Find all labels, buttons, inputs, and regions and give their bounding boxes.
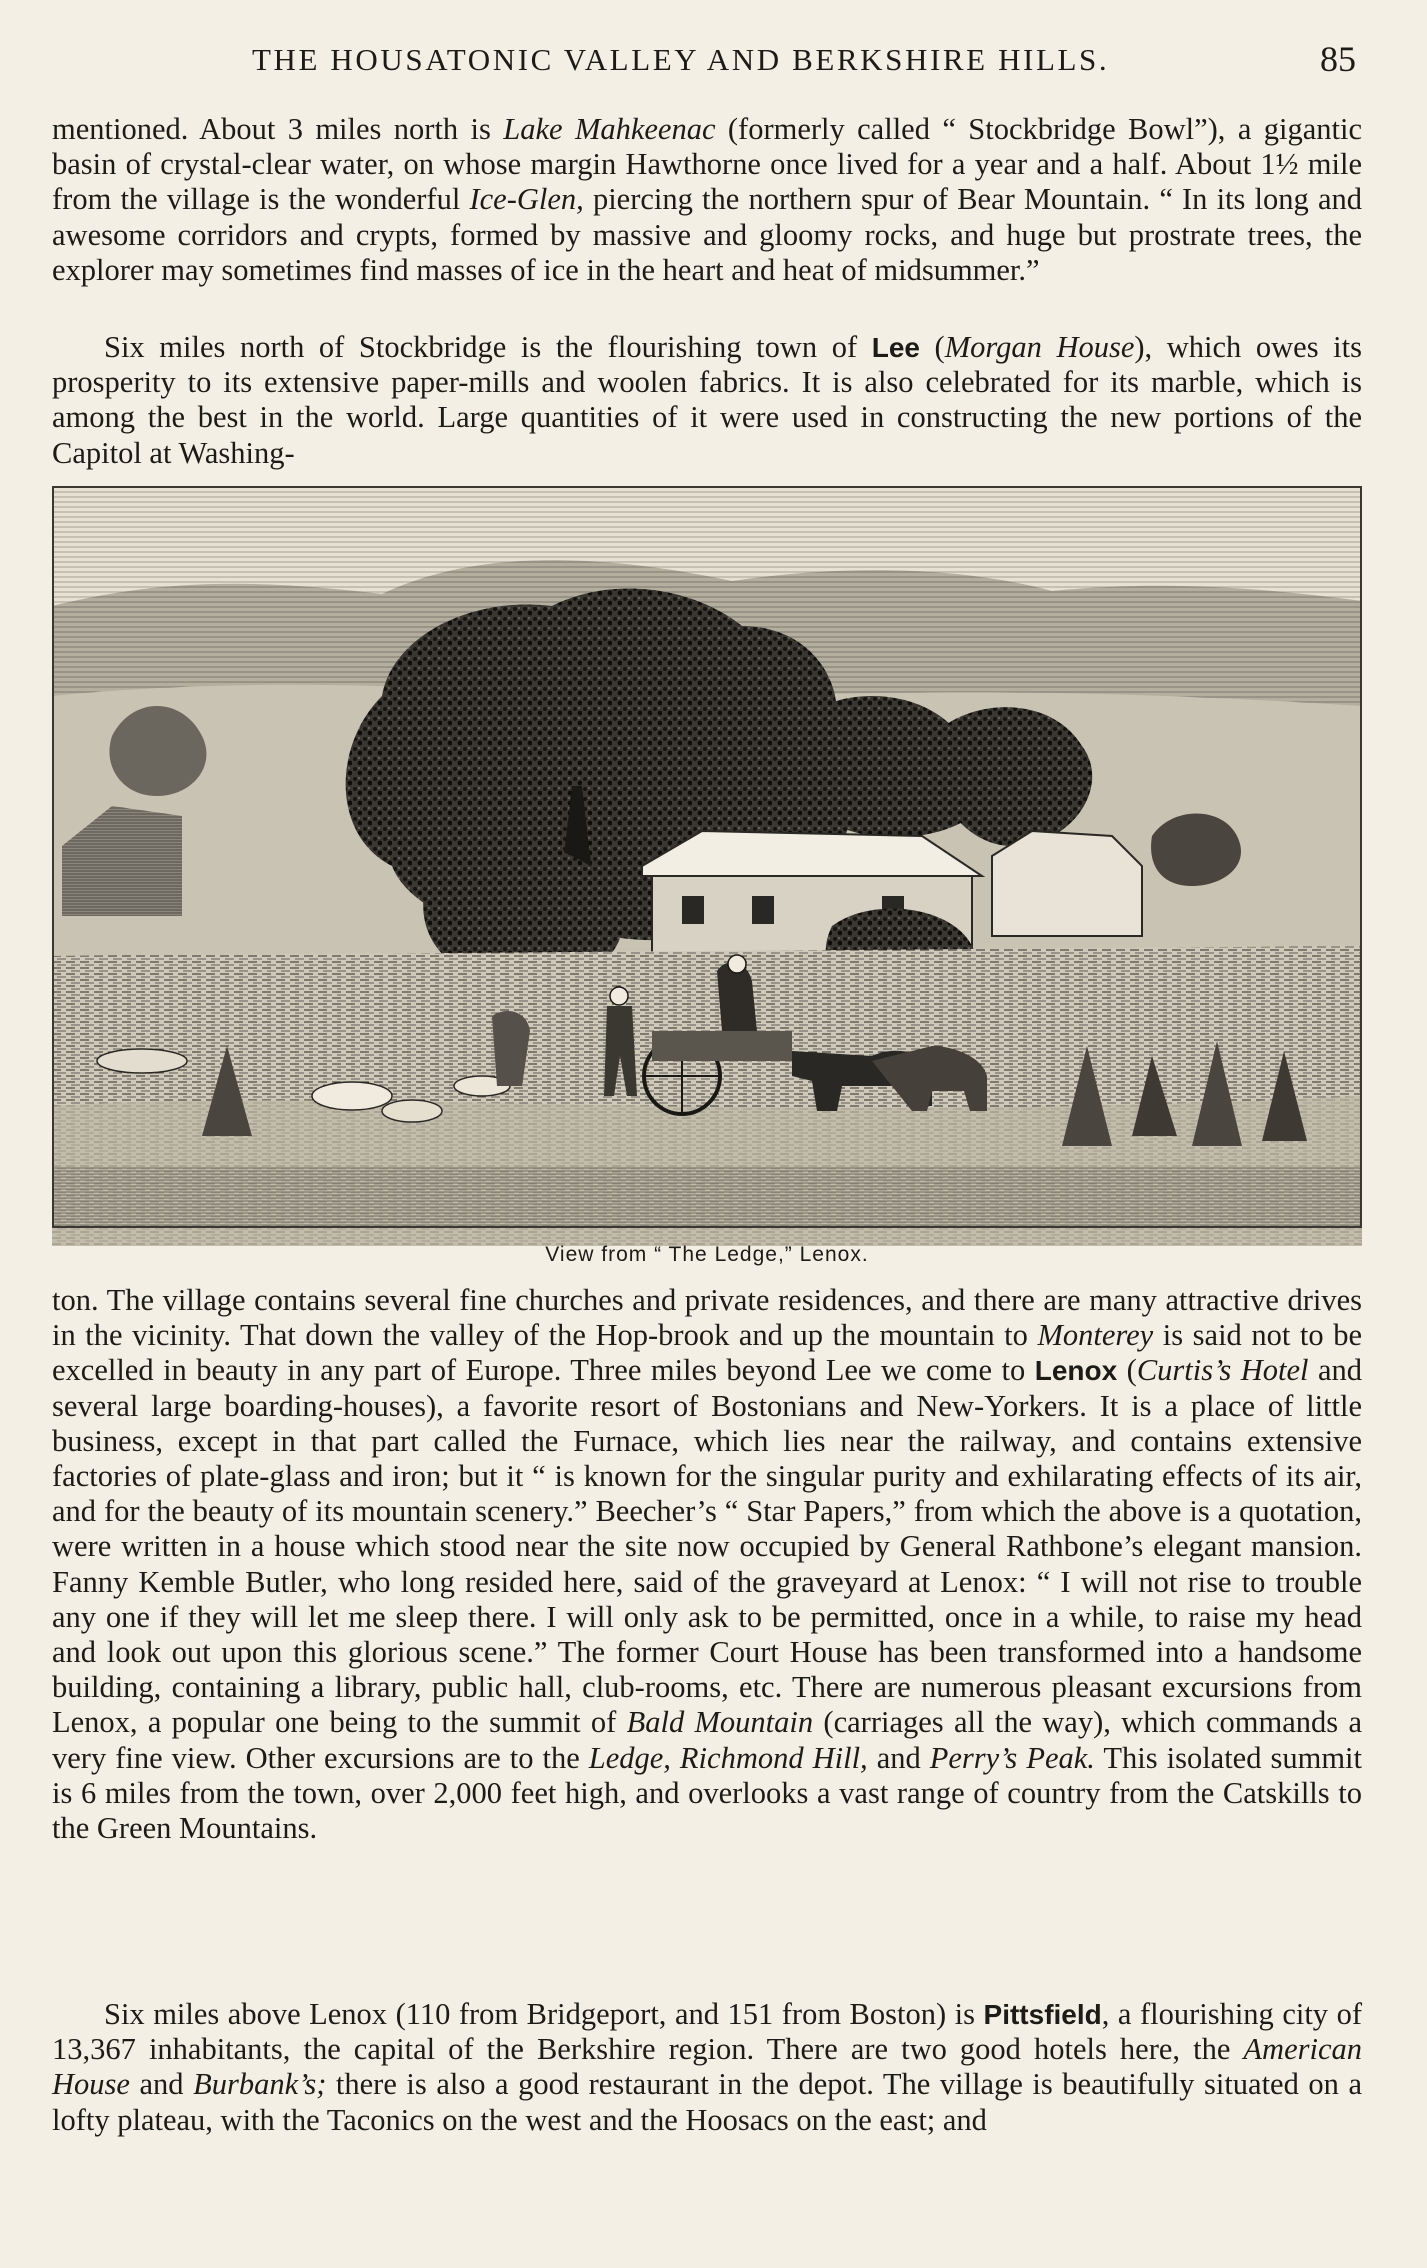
engraving-view-from-the-ledge (52, 486, 1362, 1246)
paragraph-lee: Six miles north of Stockbridge is the flourishing town of Lee (Morgan House), which owes its prosperity to its extensive paper-mills and woolen fabrics. It is also celebrated for its marble, which is among the best in the world. Large quantities of it were used in constructing the new portions of the Capitol at Washing- (52, 330, 1362, 470)
paragraph-pittsfield: Six miles above Lenox (110 from Bridgeport, and 151 from Boston) is Pittsfield, a flourishing city of 13,367 inhabitants, the capital of the Berkshire region. There are two good hotels here, the American House and Burbank’s; there is also a good restaurant in the depot. The village is beautifully situated on a lofty plateau, with the Taconics on the west and the Hoosacs on the east; and (52, 1997, 1362, 2137)
paragraph-lake-mahkeenac: mentioned. About 3 miles north is Lake Mahkeenac (formerly called “ Stockbridge Bowl”), a gigantic basin of crystal-clear water, on whose margin Hawthorne once lived for a year and a half. About 1½ mile from the village is the wonderful Ice-Glen, piercing the northern spur of Bear Mountain. “ In its long and awesome corridors and crypts, formed by massive and gloomy rocks, and huge but prostrate trees, the explorer may sometimes find masses of ice in the heart and heat of midsummer.” (52, 112, 1362, 287)
engraving-illustration (52, 486, 1362, 1246)
book-page (52, 0, 1362, 2268)
paragraph-lenox: ton. The village contains several fine churches and private residences, and there are many attractive drives in the vicinity. That down the valley of the Hop-brook and up the mountain to Monterey is said not to be excelled in beauty in any part of Europe. Three miles beyond Lee we come to Lenox (Curtis’s Hotel and several large boarding-houses), a favorite resort of Bostonians and New-Yorkers. It is a place of little business, except in that part called the Furnace, which lies near the railway, and contains extensive factories of plate-glass and iron; but it “ is known for the singular purity and exhilarating effects of its air, and for the beauty of its mountain scenery.” Beecher’s “ Star Papers,” from which the above is a quotation, were written in a house which stood near the site now occupied by General Rathbone’s elegant mansion. Fanny Kemble Butler, who long resided here, said of the graveyard at Lenox: “ I will not rise to trouble any one if they will let me sleep there. I will only ask to be permitted, once in a while, to raise my head and look out upon this glorious scene.” The former Court House has been transformed into a handsome building, containing a library, public hall, club-rooms, etc. There are numerous pleasant excursions from Lenox, a popular one being to the summit of Bald Mountain (carriages all the way), which commands a very fine view. Other excursions are to the Ledge, Richmond Hill, and Perry’s Peak. This isolated summit is 6 miles from the town, over 2,000 feet high, and overlooks a vast range of country from the Catskills to the Green Mountains. (52, 1283, 1362, 1846)
figure-caption: View from “ The Ledge,” Lenox. (545, 1243, 869, 1266)
page-number: 85 (1320, 39, 1356, 79)
running-head: THE HOUSATONIC VALLEY AND BERKSHIRE HILLS. (252, 42, 1110, 77)
page-header (52, 38, 1362, 88)
